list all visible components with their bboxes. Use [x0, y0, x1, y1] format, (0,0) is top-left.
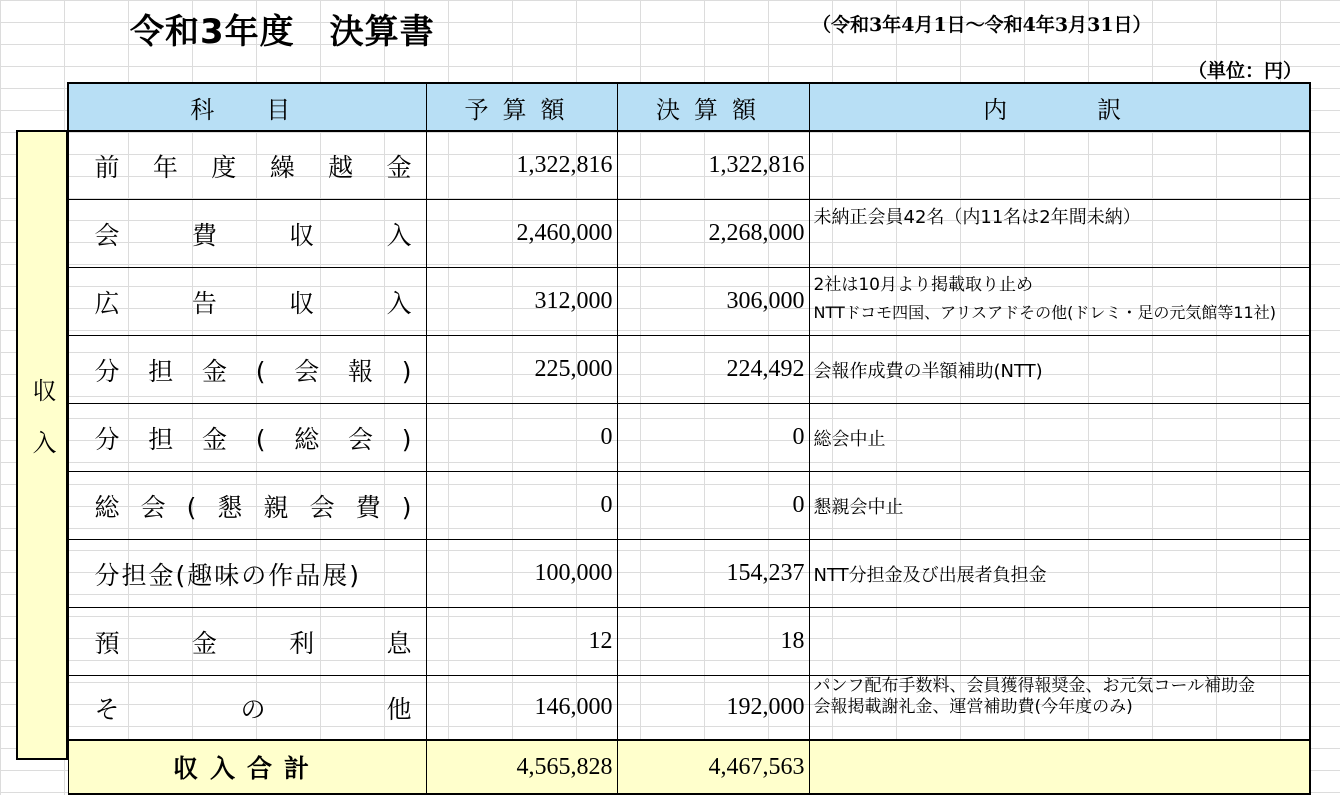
table-row	[68, 268, 1310, 336]
row-item: 預金利息	[68, 608, 426, 676]
table-row	[68, 200, 1310, 268]
header-item: 科 目	[68, 83, 426, 131]
row-actual: 1,322,816	[617, 131, 809, 200]
income-side-label: 収 入	[28, 378, 56, 454]
row-budget: 100,000	[426, 540, 617, 608]
row-note: NTT分担金及び出展者負担金	[809, 540, 1310, 608]
row-note-line: パンフ配布手数料、会員獲得報奨金、お元気コール補助金	[813, 676, 1256, 696]
row-actual: 224,492	[617, 336, 809, 404]
row-budget: 312,000	[426, 268, 617, 336]
page-title: 令和3年度 決算書	[130, 12, 435, 52]
total-note	[809, 740, 1310, 794]
row-actual: 154,237	[617, 540, 809, 608]
row-note	[809, 268, 1310, 336]
table-row	[68, 540, 1310, 608]
total-row	[68, 740, 1310, 794]
table-row	[68, 472, 1310, 540]
row-budget: 225,000	[426, 336, 617, 404]
row-actual: 18	[617, 608, 809, 676]
table-row	[68, 336, 1310, 404]
total-actual: 4,467,563	[617, 740, 809, 794]
header-breakdown: 内 訳	[809, 83, 1310, 131]
row-note	[809, 608, 1310, 676]
row-note	[809, 200, 1310, 268]
row-note	[809, 131, 1310, 200]
row-item: 会費収入	[68, 200, 426, 268]
row-item: 分担金(会報)	[68, 336, 426, 404]
row-actual: 2,268,000	[617, 200, 809, 268]
header-row	[68, 83, 1310, 131]
row-note-line: 2社は10月より掲載取り止め	[813, 275, 1033, 295]
row-item: その他	[68, 676, 426, 741]
row-note: 総会中止	[809, 404, 1310, 472]
row-item: 分担金(総会)	[68, 404, 426, 472]
row-actual: 0	[617, 472, 809, 540]
row-budget: 2,460,000	[426, 200, 617, 268]
table-row	[68, 404, 1310, 472]
fiscal-period: （令和3年4月1日～令和4年3月31日）	[812, 14, 1152, 36]
row-note-line: 会報掲載謝礼金、運営補助費(今年度のみ)	[813, 697, 1133, 717]
row-note-line: NTTドコモ四国、アリスアドその他(ドレミ・足の元気館等11社)	[813, 303, 1276, 322]
row-item: 広告収入	[68, 268, 426, 336]
total-budget: 4,565,828	[426, 740, 617, 794]
row-item: 分担金(趣味の作品展)	[68, 540, 426, 608]
row-budget: 12	[426, 608, 617, 676]
row-item: 前年度繰越金	[68, 131, 426, 200]
unit-label: （単位：円）	[1188, 60, 1303, 82]
budget-table	[67, 82, 1311, 795]
row-note: 会報作成費の半額補助(NTT)	[809, 336, 1310, 404]
row-actual: 306,000	[617, 268, 809, 336]
row-budget: 1,322,816	[426, 131, 617, 200]
row-budget: 0	[426, 472, 617, 540]
row-budget: 146,000	[426, 676, 617, 741]
row-item: 総会(懇親会費)	[68, 472, 426, 540]
row-note-line: 未納正会員42名（内11名は2年間未納）	[813, 207, 1141, 228]
row-note	[809, 676, 1310, 741]
row-budget: 0	[426, 404, 617, 472]
total-label: 収入合計	[68, 740, 426, 794]
header-budget: 予算額	[426, 83, 617, 131]
row-note: 懇親会中止	[809, 472, 1310, 540]
row-actual: 0	[617, 404, 809, 472]
table-row	[68, 608, 1310, 676]
table-row	[68, 131, 1310, 200]
header-actual: 決算額	[617, 83, 809, 131]
row-actual: 192,000	[617, 676, 809, 741]
table-row	[68, 676, 1310, 741]
